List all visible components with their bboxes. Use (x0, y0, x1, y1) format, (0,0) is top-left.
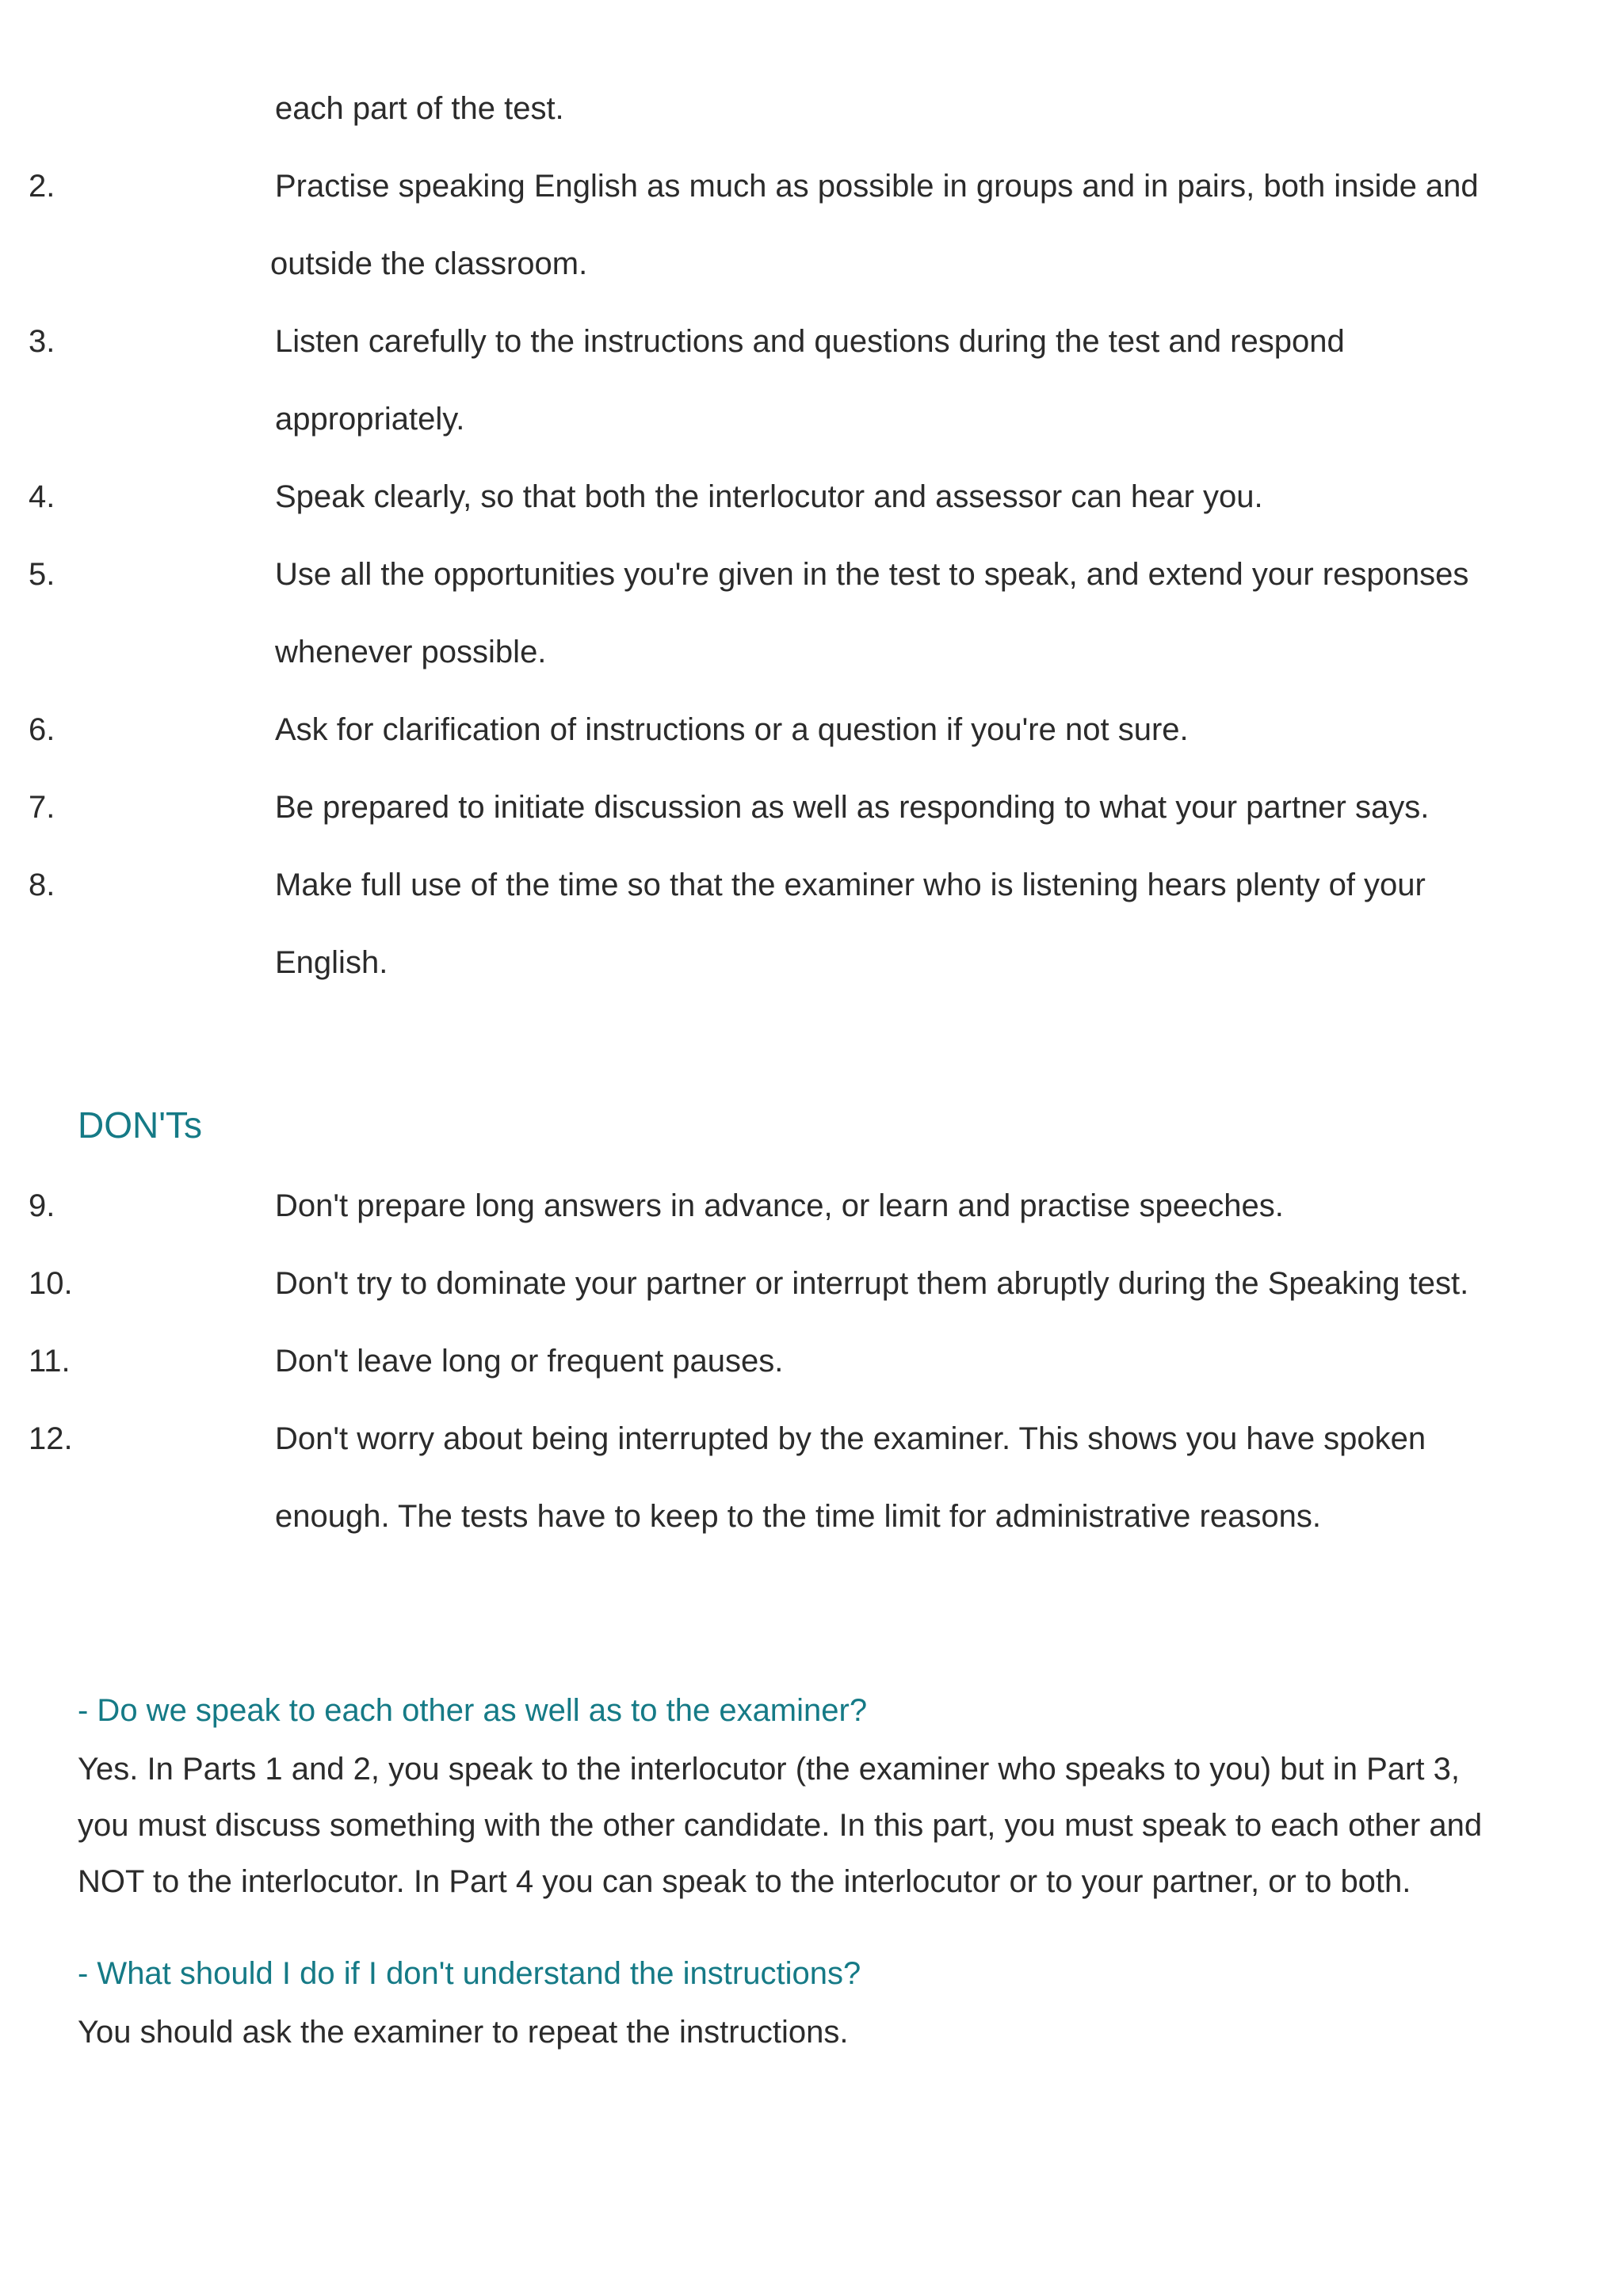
list-item (0, 303, 1623, 380)
list-item (0, 691, 1623, 769)
list-item-text: Don't leave long or frequent pauses. (275, 1344, 784, 1379)
faq-answer-line: NOT to the interlocutor. In Part 4 you can speak to the interlocutor or to your partner, or to both. (78, 1864, 1411, 1899)
list-item (0, 70, 1623, 147)
list-item-number: 6. (29, 712, 55, 747)
list-item-number: 3. (29, 324, 55, 359)
list-item-continuation (0, 380, 1623, 458)
faq-answer-line: Yes. In Parts 1 and 2, you speak to the interlocutor (the examiner who speaks to you) but in Part 3, (78, 1752, 1460, 1787)
list-item (0, 1245, 1623, 1322)
donts-list (0, 1167, 1623, 1555)
list-item-text: whenever possible. (275, 635, 547, 669)
list-item-number: 8. (29, 868, 55, 902)
list-item-number: 9. (29, 1188, 55, 1223)
list-item-text: appropriately. (275, 402, 465, 437)
list-item (0, 1400, 1623, 1478)
list-item-text: Use all the opportunities you're given in the test to speak, and extend your responses (275, 557, 1469, 592)
list-item-text: Practise speaking English as much as possible in groups and in pairs, both inside and (275, 169, 1479, 204)
dos-list (0, 70, 1623, 1001)
faq-answer-line: you must discuss something with the other candidate. In this part, you must speak to each other and (78, 1808, 1483, 1843)
list-item-text: outside the classroom. (270, 246, 588, 281)
list-item (0, 1167, 1623, 1245)
list-item-number: 2. (29, 169, 55, 204)
list-item-text: English. (275, 945, 388, 980)
list-item-text: enough. The tests have to keep to the time limit for administrative reasons. (275, 1499, 1321, 1534)
list-item-text: Speak clearly, so that both the interlocutor and assessor can hear you. (275, 479, 1263, 514)
list-item-text: Listen carefully to the instructions and questions during the test and respond (275, 324, 1345, 359)
faq-answer-line: You should ask the examiner to repeat the instructions. (78, 2015, 849, 2050)
list-item-number: 12. (29, 1421, 73, 1456)
donts-heading: DON'Ts (78, 1104, 203, 1146)
list-item-number: 5. (29, 557, 55, 592)
list-item (0, 458, 1623, 536)
list-item-text: each part of the test. (275, 91, 564, 126)
list-item-continuation (0, 613, 1623, 691)
list-item (0, 536, 1623, 613)
list-item-text: Don't try to dominate your partner or interrupt them abruptly during the Speaking test. (275, 1266, 1469, 1301)
list-item-number: 10. (29, 1266, 73, 1301)
list-item (0, 769, 1623, 846)
list-item-continuation (0, 225, 1623, 303)
list-item-text: Ask for clarification of instructions or a question if you're not sure. (275, 712, 1189, 747)
list-item-number: 11. (29, 1344, 71, 1379)
faq-question: - What should I do if I don't understand the instructions? (78, 1956, 861, 1991)
list-item (0, 1322, 1623, 1400)
list-item (0, 147, 1623, 225)
list-item-number: 4. (29, 479, 55, 514)
list-item-continuation (0, 1478, 1623, 1555)
list-item-number: 7. (29, 790, 55, 825)
list-item-text: Don't prepare long answers in advance, or learn and practise speeches. (275, 1188, 1284, 1223)
faq-question: - Do we speak to each other as well as to the examiner? (78, 1693, 868, 1728)
list-item-text: Don't worry about being interrupted by the examiner. This shows you have spoken (275, 1421, 1426, 1456)
list-item-text: Be prepared to initiate discussion as well as responding to what your partner says. (275, 790, 1430, 825)
list-item-text: Make full use of the time so that the examiner who is listening hears plenty of your (275, 868, 1426, 902)
list-item-continuation (0, 924, 1623, 1001)
list-item (0, 846, 1623, 924)
